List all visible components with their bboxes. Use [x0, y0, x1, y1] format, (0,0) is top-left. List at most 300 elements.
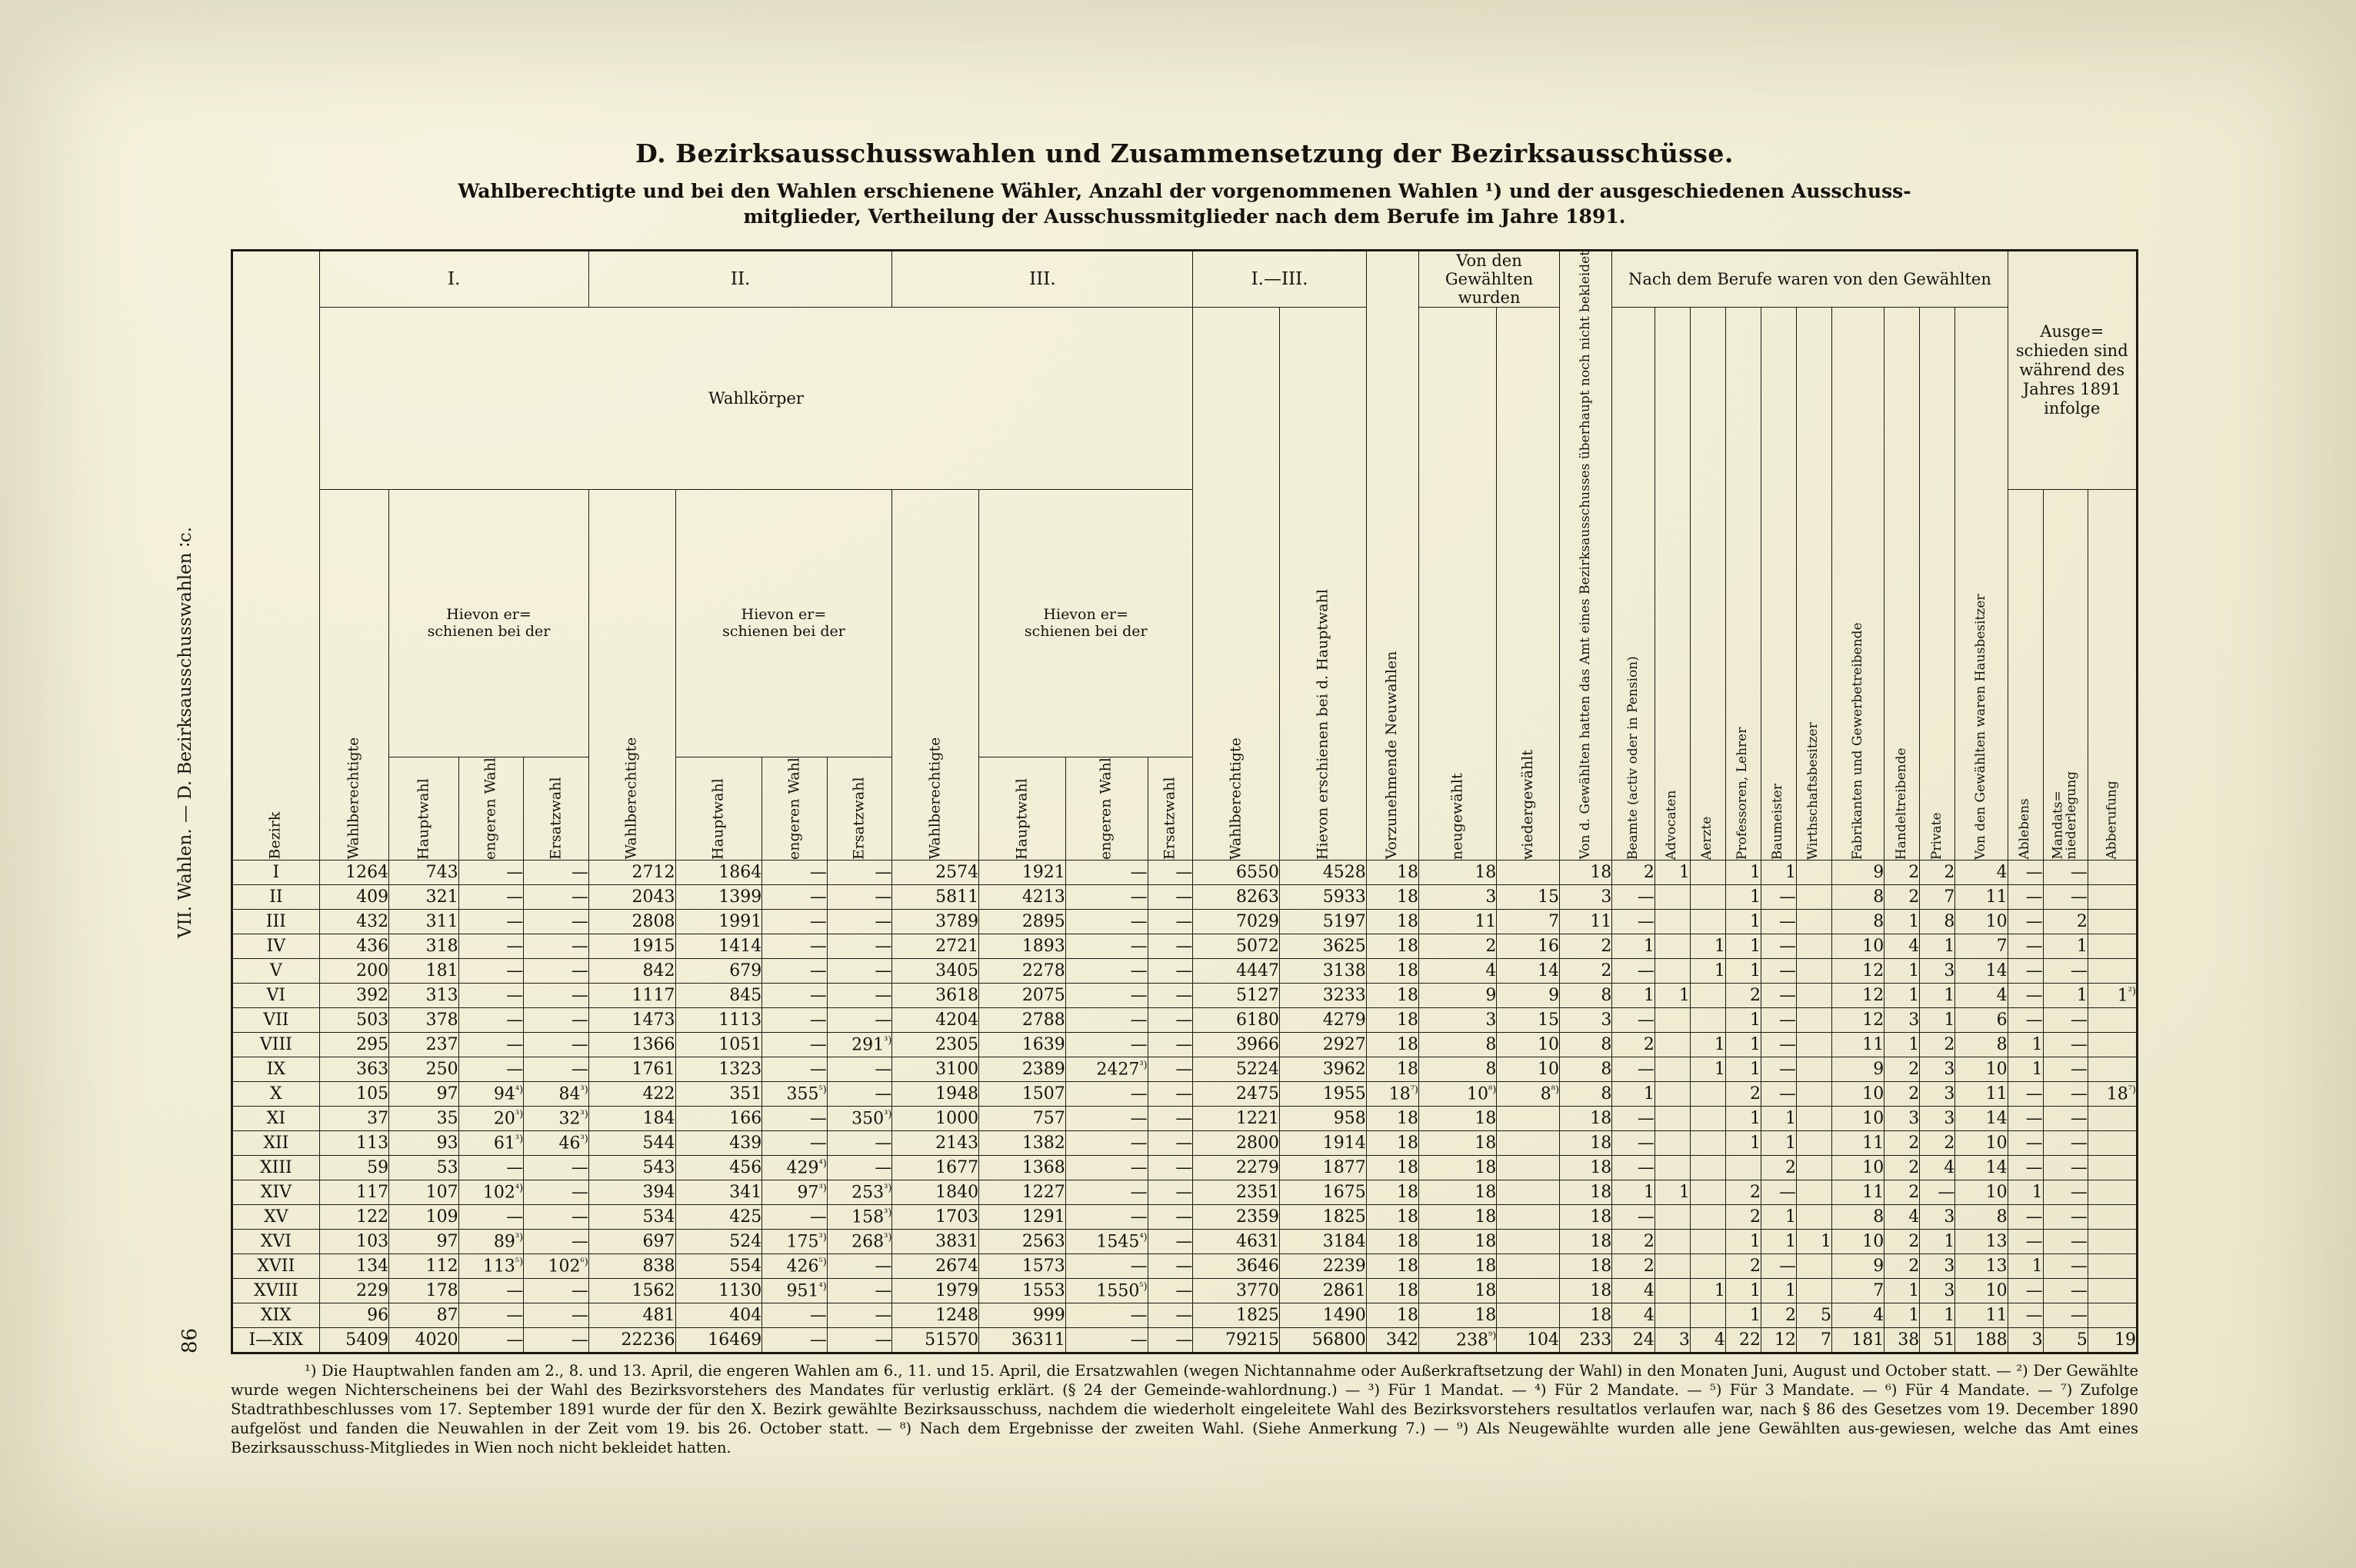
- cell-b1: 2: [1612, 861, 1655, 885]
- cell-b7: 9: [1832, 861, 1884, 885]
- cell-III_haupt: 1921: [979, 861, 1066, 885]
- cell-III_wahlber: 1948: [892, 1082, 979, 1107]
- cell-b5: 1: [1761, 1131, 1796, 1156]
- cell-III_haupt: 1368: [979, 1156, 1066, 1180]
- page-subtitle: [231, 179, 2138, 229]
- cell-S_wahlber: 2800: [1193, 1131, 1280, 1156]
- cell-b2: [1655, 1057, 1690, 1082]
- cell-I_eng: —: [458, 1033, 524, 1057]
- cell-I_eng: $20^{^3)}$: [458, 1107, 524, 1131]
- cell-II_haupt: 554: [675, 1254, 762, 1279]
- cell-S_wahlber: 2351: [1193, 1180, 1280, 1205]
- cell-b6: [1796, 910, 1831, 934]
- cell-II_ersatz: —: [827, 1279, 892, 1303]
- cell-nichtbekleidet: 2: [1560, 959, 1612, 984]
- cell-neugew: 18: [1419, 1180, 1497, 1205]
- cell-b4: 1: [1725, 1107, 1761, 1131]
- col-header-ii-engeren: engeren Wahl: [762, 757, 828, 861]
- cell-b7: 11: [1832, 1131, 1884, 1156]
- cell-vorzunehmende: 18: [1366, 1279, 1418, 1303]
- cell-nichtbekleidet: 18: [1560, 861, 1612, 885]
- table-row: [232, 1180, 2138, 1205]
- cell-I_ersatz: —: [524, 885, 589, 910]
- cell-b6: [1796, 1008, 1831, 1033]
- cell-ableben: —: [2008, 910, 2043, 934]
- cell-b2: [1655, 1107, 1690, 1131]
- cell-abberuf: [2088, 910, 2137, 934]
- cell-II_haupt: 524: [675, 1230, 762, 1254]
- cell-b8: 1: [1884, 959, 1920, 984]
- cell-I_wahlber: 5409: [319, 1328, 388, 1353]
- cell-b9: 4: [1920, 1156, 1955, 1180]
- cell-b3: 1: [1690, 934, 1725, 959]
- cell-nichtbekleidet: 2: [1560, 934, 1612, 959]
- cell-neugew: $10^{^8)}$: [1419, 1082, 1497, 1107]
- cell-b7: 10: [1832, 1156, 1884, 1180]
- cell-II_haupt: 1051: [675, 1033, 762, 1057]
- cell-I_wahlber: 436: [319, 934, 388, 959]
- cell-b2: [1655, 959, 1690, 984]
- cell-I_eng: —: [458, 959, 524, 984]
- cell-b6: [1796, 1156, 1831, 1180]
- col-header-sum-wahlberechtigte: Wahlberechtigte: [1193, 308, 1280, 861]
- cell-b2: [1655, 1008, 1690, 1033]
- cell-III_haupt: 999: [979, 1303, 1066, 1328]
- cell-I_haupt: 250: [389, 1057, 458, 1082]
- cell-mandat: —: [2043, 959, 2088, 984]
- cell-mandat: —: [2043, 1156, 2088, 1180]
- cell-III_haupt: 2563: [979, 1230, 1066, 1254]
- table-row: [232, 1279, 2138, 1303]
- cell-b4: 1: [1725, 1131, 1761, 1156]
- cell-III_haupt: 1893: [979, 934, 1066, 959]
- cell-b2: [1655, 1205, 1690, 1230]
- cell-III_ersatz: —: [1148, 1131, 1193, 1156]
- cell-III_eng: —: [1065, 1328, 1148, 1353]
- cell-b8: 1: [1884, 1279, 1920, 1303]
- cell-mandat: —: [2043, 1057, 2088, 1082]
- table-row: [232, 984, 2138, 1008]
- cell-II_ersatz: —: [827, 1254, 892, 1279]
- cell-b9: 1: [1920, 984, 1955, 1008]
- col-header-iii-engeren: engeren Wahl: [1065, 757, 1148, 861]
- cell-S_wahlber: 5127: [1193, 984, 1280, 1008]
- cell-I_ersatz: —: [524, 934, 589, 959]
- cell-b2: [1655, 910, 1690, 934]
- cell-b1: 2: [1612, 1254, 1655, 1279]
- cell-b8: 4: [1884, 934, 1920, 959]
- cell-ableben: —: [2008, 934, 2043, 959]
- cell-III_ersatz: —: [1148, 1156, 1193, 1180]
- cell-b2: [1655, 885, 1690, 910]
- cell-II_eng: —: [762, 1057, 828, 1082]
- cell-nichtbekleidet: 8: [1560, 1082, 1612, 1107]
- cell-vorzunehmende: 18: [1366, 1008, 1418, 1033]
- cell-b4: 1: [1725, 1230, 1761, 1254]
- cell-I_haupt: 311: [389, 910, 458, 934]
- cell-b7: 7: [1832, 1279, 1884, 1303]
- cell-I_ersatz: $102^{^6)}$: [524, 1254, 589, 1279]
- cell-III_haupt: 2895: [979, 910, 1066, 934]
- cell-I_wahlber: 409: [319, 885, 388, 910]
- cell-S_haupt: 1825: [1280, 1205, 1367, 1230]
- cell-b1: —: [1612, 1057, 1655, 1082]
- cell-b5: 2: [1761, 1303, 1796, 1328]
- cell-II_wahlber: 394: [588, 1180, 675, 1205]
- cell-b7: 8: [1832, 885, 1884, 910]
- cell-III_eng: —: [1065, 1008, 1148, 1033]
- cell-III_wahlber: 2721: [892, 934, 979, 959]
- cell-III_ersatz: —: [1148, 1303, 1193, 1328]
- cell-bezirk: II: [232, 885, 320, 910]
- cell-II_haupt: 404: [675, 1303, 762, 1328]
- cell-b8: 3: [1884, 1107, 1920, 1131]
- cell-ableben: 1: [2008, 1033, 2043, 1057]
- cell-neugew: 11: [1419, 910, 1497, 934]
- cell-neugew: 18: [1419, 1230, 1497, 1254]
- cell-I_wahlber: 503: [319, 1008, 388, 1033]
- cell-III_ersatz: —: [1148, 1082, 1193, 1107]
- cell-vorzunehmende: 18: [1366, 1254, 1418, 1279]
- cell-bezirk: IV: [232, 934, 320, 959]
- cell-b4: 1: [1725, 1303, 1761, 1328]
- cell-b7: 12: [1832, 984, 1884, 1008]
- cell-b8: 4: [1884, 1205, 1920, 1230]
- cell-I_eng: —: [458, 1205, 524, 1230]
- cell-I_wahlber: 122: [319, 1205, 388, 1230]
- cell-b4: 1: [1725, 934, 1761, 959]
- cell-I_haupt: 181: [389, 959, 458, 984]
- cell-bezirk: XI: [232, 1107, 320, 1131]
- cell-I_wahlber: 1264: [319, 861, 388, 885]
- cell-II_ersatz: $253^{^3)}$: [827, 1180, 892, 1205]
- cell-b9: 1: [1920, 1303, 1955, 1328]
- cell-neugew: $238^{^9)}$: [1419, 1328, 1497, 1353]
- cell-b6: [1796, 861, 1831, 885]
- cell-vorzunehmende: 18: [1366, 1131, 1418, 1156]
- cell-b7: 10: [1832, 1082, 1884, 1107]
- cell-I_ersatz: —: [524, 984, 589, 1008]
- cell-bezirk: V: [232, 959, 320, 984]
- col-header-ii-ersatz: Ersatzwahl: [827, 757, 892, 861]
- cell-III_haupt: 1507: [979, 1082, 1066, 1107]
- cell-I_haupt: 53: [389, 1156, 458, 1180]
- cell-b2: [1655, 1254, 1690, 1279]
- cell-b1: —: [1612, 1131, 1655, 1156]
- cell-I_eng: —: [458, 984, 524, 1008]
- cell-nichtbekleidet: 18: [1560, 1107, 1612, 1131]
- table-row: [232, 1082, 2138, 1107]
- cell-III_eng: —: [1065, 910, 1148, 934]
- col-header-beruf-fabrikanten: Fabrikanten und Gewerbetreibende: [1832, 308, 1884, 861]
- cell-I_ersatz: —: [524, 861, 589, 885]
- cell-III_eng: $1550^{^5)}$: [1065, 1279, 1148, 1303]
- cell-II_haupt: 845: [675, 984, 762, 1008]
- cell-II_eng: $426^{^5)}$: [762, 1254, 828, 1279]
- cell-mandat: —: [2043, 1279, 2088, 1303]
- cell-S_haupt: 2239: [1280, 1254, 1367, 1279]
- cell-bezirk: XIV: [232, 1180, 320, 1205]
- cell-bezirk: XVII: [232, 1254, 320, 1279]
- cell-b1: —: [1612, 885, 1655, 910]
- cell-nichtbekleidet: 8: [1560, 984, 1612, 1008]
- cell-I_wahlber: 103: [319, 1230, 388, 1254]
- table-row: [232, 1156, 2138, 1180]
- cell-b9: 3: [1920, 1254, 1955, 1279]
- cell-II_wahlber: 2712: [588, 861, 675, 885]
- cell-b6: [1796, 1057, 1831, 1082]
- cell-b5: 2: [1761, 1156, 1796, 1180]
- cell-S_wahlber: 2475: [1193, 1082, 1280, 1107]
- cell-mandat: —: [2043, 1033, 2088, 1057]
- cell-abberuf: [2088, 1180, 2137, 1205]
- cell-nichtbekleidet: 18: [1560, 1131, 1612, 1156]
- cell-nichtbekleidet: 18: [1560, 1180, 1612, 1205]
- cell-II_ersatz: —: [827, 1057, 892, 1082]
- cell-III_wahlber: 5811: [892, 885, 979, 910]
- cell-nichtbekleidet: 8: [1560, 1033, 1612, 1057]
- col-header-beruf-advocaten: Advocaten: [1655, 308, 1690, 861]
- cell-wiedergew: 7: [1497, 910, 1560, 934]
- cell-I_eng: —: [458, 910, 524, 934]
- cell-b6: [1796, 1107, 1831, 1131]
- table-row: [232, 934, 2138, 959]
- cell-neugew: 18: [1419, 1279, 1497, 1303]
- cell-II_eng: —: [762, 1131, 828, 1156]
- cell-ableben: —: [2008, 1205, 2043, 1230]
- cell-b1: 24: [1612, 1328, 1655, 1353]
- cell-hausbes: 13: [1955, 1254, 2008, 1279]
- cell-S_haupt: 3233: [1280, 984, 1367, 1008]
- table-row: [232, 1033, 2138, 1057]
- cell-I_eng: —: [458, 1057, 524, 1082]
- group-header-ausgeschieden-label: Ausge= schieden sind während des Jahres 1891 infolge: [2015, 321, 2128, 418]
- cell-III_ersatz: —: [1148, 1205, 1193, 1230]
- cell-b7: 10: [1832, 934, 1884, 959]
- page-title: D. Bezirksausschusswahlen und Zusammensetzung der Bezirksausschüsse.: [635, 138, 1734, 168]
- cell-II_ersatz: —: [827, 861, 892, 885]
- spine-running-head: [175, 907, 195, 938]
- cell-b5: —: [1761, 984, 1796, 1008]
- cell-b4: 2: [1725, 1254, 1761, 1279]
- cell-III_wahlber: 1703: [892, 1205, 979, 1230]
- cell-II_wahlber: 543: [588, 1156, 675, 1180]
- cell-I_ersatz: $84^{^3)}$: [524, 1082, 589, 1107]
- cell-b5: —: [1761, 885, 1796, 910]
- cell-I_wahlber: 200: [319, 959, 388, 984]
- cell-hausbes: 14: [1955, 1156, 2008, 1180]
- cell-vorzunehmende: 18: [1366, 934, 1418, 959]
- cell-I_haupt: 178: [389, 1279, 458, 1303]
- col-header-abberufung: Abberufung: [2088, 489, 2137, 861]
- cell-b6: 5: [1796, 1303, 1831, 1328]
- table-row: [232, 861, 2138, 885]
- cell-I_eng: —: [458, 1008, 524, 1033]
- cell-I_wahlber: 117: [319, 1180, 388, 1205]
- cell-b2: 3: [1655, 1328, 1690, 1353]
- cell-b5: —: [1761, 1057, 1796, 1082]
- cell-I_haupt: 35: [389, 1107, 458, 1131]
- cell-b9: 8: [1920, 910, 1955, 934]
- cell-bezirk: I: [232, 861, 320, 885]
- cell-b4: 1: [1725, 910, 1761, 934]
- cell-ableben: —: [2008, 1131, 2043, 1156]
- group-header-wahlkoerper: Wahlkörper: [319, 308, 1193, 490]
- cell-b8: 1: [1884, 910, 1920, 934]
- cell-III_eng: —: [1065, 1180, 1148, 1205]
- col-header-bezirk: Bezirk: [232, 251, 320, 861]
- cell-b7: 8: [1832, 910, 1884, 934]
- cell-vorzunehmende: 18: [1366, 1205, 1418, 1230]
- cell-nichtbekleidet: 18: [1560, 1279, 1612, 1303]
- header-row-roman: [232, 251, 2138, 308]
- cell-III_haupt: 1573: [979, 1254, 1066, 1279]
- cell-b3: 1: [1690, 1033, 1725, 1057]
- cell-b9: 1: [1920, 1230, 1955, 1254]
- cell-nichtbekleidet: 18: [1560, 1156, 1612, 1180]
- cell-hausbes: 11: [1955, 1303, 2008, 1328]
- cell-b8: 1: [1884, 1303, 1920, 1328]
- group-header-i: I.: [319, 251, 588, 308]
- cell-mandat: —: [2043, 861, 2088, 885]
- cell-abberuf: $18^{^7)}$: [2088, 1082, 2137, 1107]
- cell-hausbes: 10: [1955, 1279, 2008, 1303]
- cell-III_haupt: 4213: [979, 885, 1066, 910]
- cell-b9: 2: [1920, 1033, 1955, 1057]
- cell-nichtbekleidet: 18: [1560, 1303, 1612, 1328]
- cell-b5: —: [1761, 1008, 1796, 1033]
- table-row: [232, 1057, 2138, 1082]
- cell-b7: 10: [1832, 1107, 1884, 1131]
- cell-abberuf: [2088, 1008, 2137, 1033]
- col-header-neugewaehlt: neugewählt: [1419, 308, 1497, 861]
- cell-ableben: 3: [2008, 1328, 2043, 1353]
- cell-b4: 2: [1725, 984, 1761, 1008]
- cell-b6: [1796, 984, 1831, 1008]
- cell-wiedergew: 15: [1497, 885, 1560, 910]
- cell-II_ersatz: —: [827, 1328, 892, 1353]
- cell-II_eng: $951^{^4)}$: [762, 1279, 828, 1303]
- cell-S_wahlber: 1221: [1193, 1107, 1280, 1131]
- cell-III_haupt: 36311: [979, 1328, 1066, 1353]
- col-header-i-ersatz: Ersatzwahl: [524, 757, 589, 861]
- cell-b6: [1796, 1033, 1831, 1057]
- cell-b9: —: [1920, 1180, 1955, 1205]
- cell-III_ersatz: —: [1148, 1230, 1193, 1254]
- cell-II_eng: —: [762, 885, 828, 910]
- cell-ableben: —: [2008, 1156, 2043, 1180]
- cell-vorzunehmende: 18: [1366, 959, 1418, 984]
- cell-I_haupt: 107: [389, 1180, 458, 1205]
- cell-mandat: —: [2043, 1254, 2088, 1279]
- cell-II_haupt: 1130: [675, 1279, 762, 1303]
- cell-hausbes: 7: [1955, 934, 2008, 959]
- cell-b6: 1: [1796, 1230, 1831, 1254]
- cell-III_wahlber: 3789: [892, 910, 979, 934]
- cell-I_ersatz: —: [524, 1230, 589, 1254]
- cell-wiedergew: [1497, 861, 1560, 885]
- subtitle-line-2: mitglieder, Vertheilung der Ausschussmitglieder nach dem Berufe im Jahre 1891.: [743, 205, 1626, 228]
- cell-b9: 3: [1920, 1279, 1955, 1303]
- cell-b4: 2: [1725, 1082, 1761, 1107]
- cell-mandat: —: [2043, 1082, 2088, 1107]
- cell-neugew: 3: [1419, 885, 1497, 910]
- group-header-ausgeschieden: [2008, 251, 2137, 490]
- cell-b3: [1690, 1303, 1725, 1328]
- cell-I_eng: $94^{^4)}$: [458, 1082, 524, 1107]
- cell-II_eng: —: [762, 959, 828, 984]
- cell-b6: [1796, 1205, 1831, 1230]
- cell-III_haupt: 2278: [979, 959, 1066, 984]
- cell-b7: 11: [1832, 1033, 1884, 1057]
- cell-I_eng: —: [458, 934, 524, 959]
- cell-II_wahlber: 544: [588, 1131, 675, 1156]
- cell-III_haupt: 1291: [979, 1205, 1066, 1230]
- cell-abberuf: [2088, 1131, 2137, 1156]
- cell-I_ersatz: —: [524, 1156, 589, 1180]
- cell-b1: 2: [1612, 1033, 1655, 1057]
- cell-b5: 1: [1761, 1279, 1796, 1303]
- cell-III_haupt: 757: [979, 1107, 1066, 1131]
- cell-III_ersatz: —: [1148, 959, 1193, 984]
- cell-I_ersatz: $46^{^3)}$: [524, 1131, 589, 1156]
- cell-III_wahlber: 1248: [892, 1303, 979, 1328]
- cell-S_wahlber: 6550: [1193, 861, 1280, 885]
- cell-mandat: —: [2043, 1131, 2088, 1156]
- cell-S_wahlber: 2359: [1193, 1205, 1280, 1230]
- cell-I_ersatz: —: [524, 1033, 589, 1057]
- cell-II_eng: —: [762, 1303, 828, 1328]
- cell-b4: 1: [1725, 1279, 1761, 1303]
- cell-S_haupt: 2861: [1280, 1279, 1367, 1303]
- cell-b9: 3: [1920, 1082, 1955, 1107]
- col-header-ii-wahlberechtigte: Wahlberechtigte: [588, 489, 675, 861]
- cell-b6: [1796, 1254, 1831, 1279]
- cell-II_ersatz: —: [827, 885, 892, 910]
- cell-III_eng: —: [1065, 959, 1148, 984]
- cell-II_eng: $355^{^5)}$: [762, 1082, 828, 1107]
- cell-I_wahlber: 295: [319, 1033, 388, 1057]
- cell-III_wahlber: 3100: [892, 1057, 979, 1082]
- cell-b7: 11: [1832, 1180, 1884, 1205]
- cell-wiedergew: [1497, 1230, 1560, 1254]
- cell-I_eng: $61^{^3)}$: [458, 1131, 524, 1156]
- cell-hausbes: 6: [1955, 1008, 2008, 1033]
- cell-bezirk: XII: [232, 1131, 320, 1156]
- cell-III_wahlber: 1000: [892, 1107, 979, 1131]
- cell-II_ersatz: —: [827, 1082, 892, 1107]
- col-header-beruf-wirthschaftsbesitzer: Wirthschaftsbesitzer: [1796, 308, 1831, 861]
- cell-b8: 2: [1884, 885, 1920, 910]
- cell-mandat: —: [2043, 1230, 2088, 1254]
- table-row: [232, 1131, 2138, 1156]
- cell-abberuf: 19: [2088, 1328, 2137, 1353]
- col-header-i-hauptwahl: Hauptwahl: [389, 757, 458, 861]
- cell-I_ersatz: —: [524, 1008, 589, 1033]
- cell-I_eng: —: [458, 885, 524, 910]
- cell-I_haupt: 97: [389, 1230, 458, 1254]
- cell-II_ersatz: —: [827, 959, 892, 984]
- cell-I_ersatz: —: [524, 1303, 589, 1328]
- cell-II_ersatz: —: [827, 1303, 892, 1328]
- cell-wiedergew: 10: [1497, 1057, 1560, 1082]
- cell-S_wahlber: 79215: [1193, 1328, 1280, 1353]
- cell-b5: —: [1761, 1033, 1796, 1057]
- cell-hausbes: 4: [1955, 984, 2008, 1008]
- cell-b8: 2: [1884, 1057, 1920, 1082]
- cell-b2: [1655, 1131, 1690, 1156]
- cell-b3: 1: [1690, 1057, 1725, 1082]
